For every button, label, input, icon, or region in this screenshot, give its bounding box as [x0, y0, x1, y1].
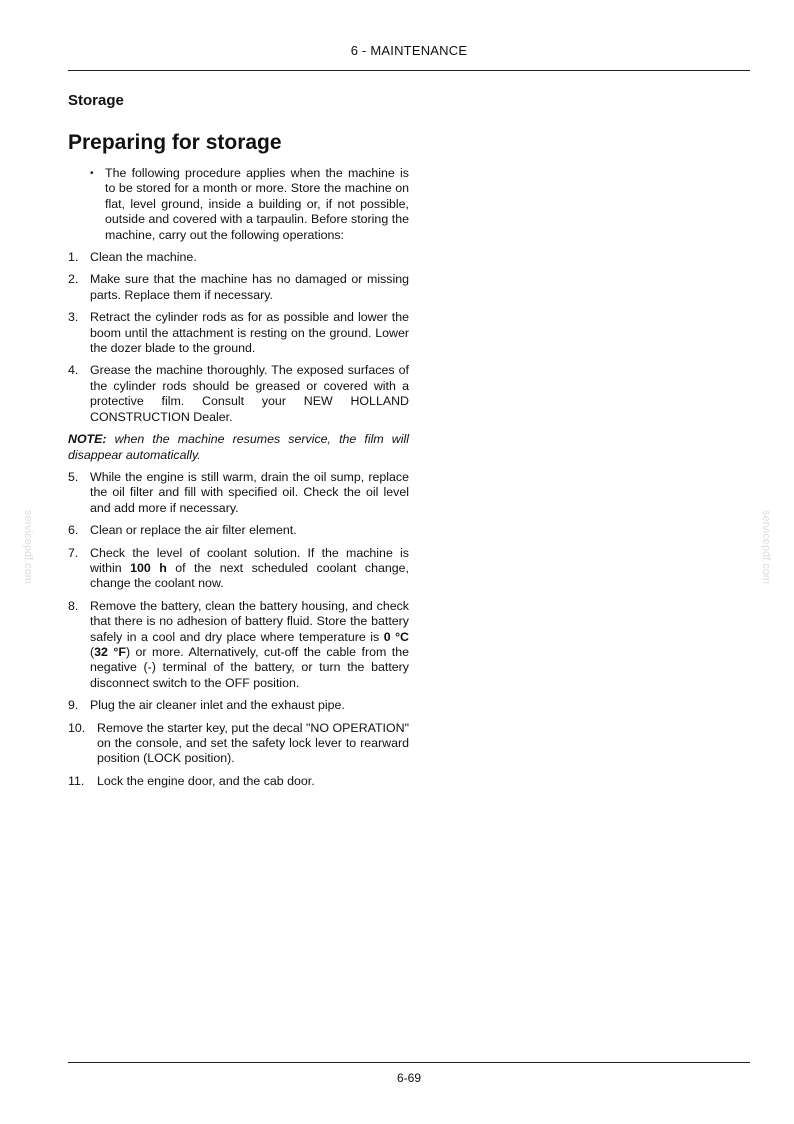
step-number: 2.	[68, 272, 79, 287]
page-number: 6-69	[396, 1071, 422, 1085]
section-label: Storage	[68, 92, 124, 109]
step-number: 11.	[68, 773, 85, 788]
step-10	[68, 721, 409, 767]
step-number: 5.	[68, 469, 79, 484]
watermark-text: servicepdf.com	[22, 510, 34, 584]
header-rule	[68, 70, 750, 71]
step-number: 4.	[68, 363, 79, 378]
step-text: While the engine is still warm, drain the oil sump, replace the oil filter and fill with specified oil. Check the oil level and add more if necessary.	[90, 469, 409, 515]
bullet-icon: •	[90, 168, 94, 179]
step-11	[68, 774, 409, 789]
watermark-text: servicepdf.com	[760, 510, 772, 584]
page-heading: Preparing for storage	[68, 131, 282, 154]
step-2	[68, 272, 409, 303]
step-3	[68, 310, 409, 356]
step-text: Make sure that the machine has no damaged or missing parts. Replace them if necessary.	[90, 272, 409, 302]
step-text	[90, 599, 409, 690]
step-text-part: Remove the battery, clean the battery housing, and check that there is no adhesion of battery fluid. Store the battery safely in a cool and dry place where temperature is	[90, 598, 409, 644]
step-4	[68, 363, 409, 425]
step-9	[68, 698, 409, 713]
step-text: Lock the engine door, and the cab door.	[97, 773, 315, 788]
step-number: 3.	[68, 310, 79, 325]
procedure-content	[68, 166, 409, 796]
step-text: Retract the cylinder rods as for as possible and lower the boom until the attachment is resting on the ground. Lower the dozer blade to the ground.	[90, 310, 409, 356]
step-text-part: of the next scheduled coolant change, change the coolant now.	[90, 560, 409, 591]
step-number: 7.	[68, 545, 79, 560]
step-text-bold: 32 °F	[94, 644, 126, 659]
note-text: when the machine resumes service, the film will disappear automatically.	[68, 432, 409, 462]
step-6	[68, 523, 409, 538]
step-5	[68, 470, 409, 516]
step-8	[68, 599, 409, 691]
watermark-right	[760, 510, 774, 610]
step-number: 1.	[68, 250, 79, 265]
watermark-left	[22, 510, 36, 610]
step-text	[90, 546, 409, 591]
step-number: 8.	[68, 598, 79, 613]
running-header: 6 - MAINTENANCE	[350, 43, 468, 58]
step-number: 9.	[68, 698, 79, 713]
step-text: Clean or replace the air filter element.	[90, 523, 297, 538]
step-text-bold: 0 °C	[383, 629, 409, 644]
step-1	[68, 250, 409, 265]
step-7	[68, 546, 409, 592]
step-text-part: Check the level of coolant solution. If the machine is within	[90, 545, 409, 575]
step-text-bold: 100 h	[130, 560, 167, 575]
note	[68, 432, 409, 463]
step-text-part: (	[90, 644, 95, 659]
footer-rule	[68, 1062, 750, 1063]
note-label: NOTE:	[68, 432, 107, 447]
step-text: Clean the machine.	[90, 250, 197, 265]
step-text: Grease the machine thoroughly. The exposed surfaces of the cylinder rods should be greased or covered with a protective film. Consult your NEW HOLLAND CONSTRUCTION Dealer.	[90, 363, 409, 424]
intro-bullet	[68, 166, 409, 243]
intro-text: The following procedure applies when the machine is to be stored for a month or more. Store the machine on flat, level ground, inside a building or, if not possible, outside and covered with a tarpaulin. Before storing the machine, carry out the following operations:	[105, 166, 409, 242]
step-number: 6.	[68, 523, 79, 538]
step-text: Remove the starter key, put the decal "NO OPERATION" on the console, and set the safety lock lever to rearward position (LOCK position).	[97, 720, 409, 766]
step-text-part: ) or more. Alternatively, cut-off the cable from the negative (-) terminal of the battery, or turn the battery disconnect switch to the OFF position.	[90, 644, 409, 690]
step-text: Plug the air cleaner inlet and the exhaust pipe.	[90, 698, 345, 713]
step-number: 10.	[68, 720, 86, 735]
